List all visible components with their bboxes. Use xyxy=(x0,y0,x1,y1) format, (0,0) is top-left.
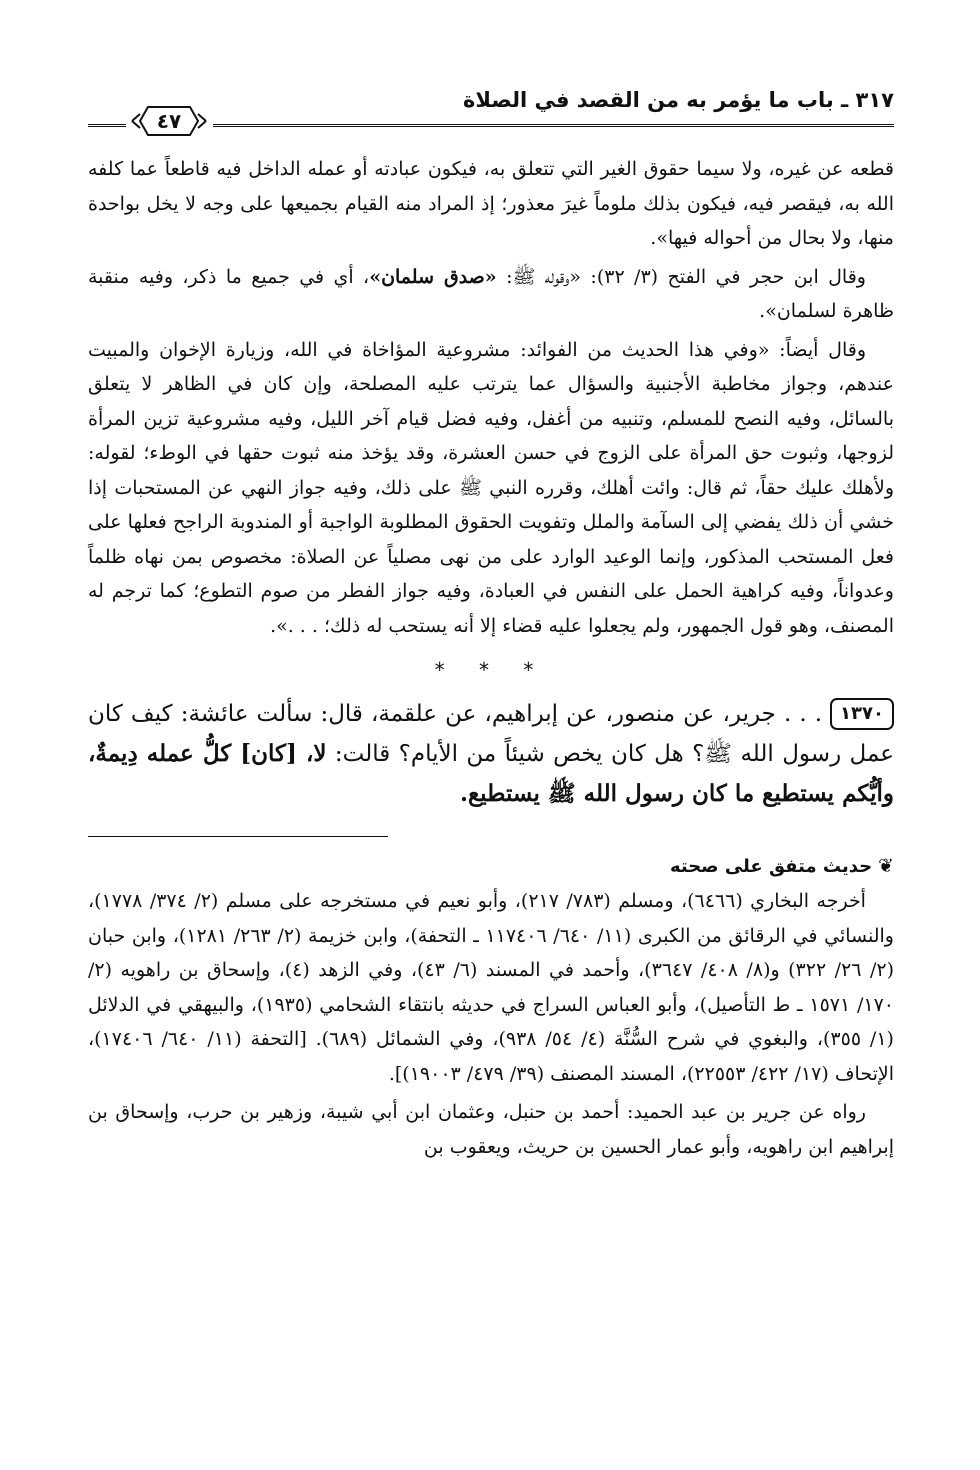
takhrij-paragraph-2: رواه عن جرير بن عبد الحميد: أحمد بن حنبل، وعثمان ابن أبي شيبة، وزهير بن حرب، وإسحاق بن إبراهيم ابن راهويه، وأبو عمار الحسين بن حريث، ويعقوب بن xyxy=(88,1101,894,1158)
paragraph-1: قطعه عن غيره، ولا سيما حقوق الغير التي تتعلق به، فيكون عبادته أو عمله الداخل فيه قاطعاً عما كلفه الله به، فيقصر فيه، فيكون بذلك ملوماً غيرَ معذور؛ إذ المراد منه القيام بجميعها على وجه لا يخل بواحدة منها، ولا بحال من أحواله فيها». xyxy=(88,158,894,249)
page-number-badge xyxy=(130,102,208,140)
page-number: ٤٧ xyxy=(156,109,182,133)
takhrij-heading xyxy=(88,849,894,885)
paragraph-2-start: وقال ابن حجر في الفتح (٣/ ٣٢): «وقوله ﷺ: xyxy=(496,265,866,288)
hadith-1370 xyxy=(88,694,894,814)
paragraph-2 xyxy=(88,260,894,329)
hadith-matn: لا، [كان] كلُّ عمله دِيمةٌ، وأيُّكم يستطيع ما كان رسول الله ﷺ يستطيع. xyxy=(88,739,894,807)
header-rule xyxy=(213,124,894,127)
section-divider-stars: * * * xyxy=(434,658,548,682)
flower-icon: ❦ xyxy=(878,854,894,877)
footnote-separator xyxy=(88,836,388,837)
quote-salman: «صدق سلمان» xyxy=(369,265,497,288)
main-text xyxy=(88,152,894,1164)
hadith-text: . . . جرير، عن منصور، عن إبراهيم، عن علقمة، قال: سألت عائشة: كيف كان عمل رسول الله ﷺ؟ هل كان يخص شيئاً من الأيام؟ قالت: xyxy=(88,700,895,767)
takhrij-paragraph-1: أخرجه البخاري (٦٤٦٦)، ومسلم (٧٨٣/ ٢١٧)، وأبو نعيم في مستخرجه على مسلم (٢/ ٣٧٤/ ١٧٧٨)، والنسائي في الرقائق من الكبرى (١١/ ٦٤٠/ ١١٧٤٠٦ ـ التحفة)، وابن خزيمة (٢/ ٢٦٣/ ١٢٨١)، وابن حبان (٢/ ٢٦/ ٣٢٢) و(٨/ ٤٠٨/ ٣٦٤٧)، وأحمد في المسند (٦/ ٤٣)، وفي الزهد (٤)، وإسحاق بن راهويه (٢/ ١٧٠/ ١٥٧١ ـ ط التأصيل)، وأبو العباس السراج في حديثه بانتقاء الشحامي (١٩٣٥)، والبيهقي في الدلائل (١/ ٣٥٥)، والبغوي في شرح السُّنَّة (٤/ ٥٤/ ٩٣٨)، وفي الشمائل (٦٨٩). [التحفة (١١/ ٦٤٠/ ١٧٤٠٦)، الإتحاف (١٧/ ٤٢٢/ ٢٢٥٥٣)، المسند المصنف (٣٩/ ٤٧٩/ ١٩٠٠٣)]. xyxy=(88,890,895,1085)
hadith-number: ١٣٧٠ xyxy=(830,698,894,730)
header-rule-left xyxy=(88,124,126,127)
running-title: ٣١٧ ـ باب ما يؤمر به من القصد في الصلاة xyxy=(463,88,894,112)
takhrij-title: حديث متفق على صحته xyxy=(669,855,873,877)
page-header xyxy=(88,88,894,140)
paragraph-2-end: ، أي في جميع ما ذكر، وفيه منقبة ظاهرة لسلمان». xyxy=(88,265,894,322)
paragraph-3: وقال أيضاً: «وفي هذا الحديث من الفوائد: مشروعية المؤاخاة في الله، وزيارة الإخوان والمبيت عندهم، وجواز مخاطبة الأجنبية والسؤال عما يترتب عليه المصلحة، وإن كان في الظاهر لا يتعلق بالسائل، وفيه النصح للمسلم، وتنبيه من أغفل، وفيه فضل قيام آخر الليل، وفيه مشروعية تزين المرأة لزوجها، وثبوت حق المرأة على الزوج في حسن العشرة، وقد يؤخذ منه ثبوت حقها في الوطء؛ لقوله: ولأهلك عليك حقاً، ثم قال: وائت أهلك، وقرره النبي ﷺ على ذلك، وفيه جواز النهي عن المستحبات إذا خشي أن ذلك يفضي إلى السآمة والملل وتفويت الحقوق المطلوبة الواجبة أو المندوبة الراجح فعلها على فعل المستحب المذكور، وإنما الوعيد الوارد على من نهى مصلياً عن الصلاة: مخصوص بمن نهاه ظلماً وعدواناً، وفيه كراهية الحمل على النفس في العبادة، وفيه جواز الفطر من صوم التطوع؛ كما ترجم له المصنف، وهو قول الجمهور، ولم يجعلوا عليه قضاء إلا أنه يستحب له ذلك؛ . . .». xyxy=(88,338,894,637)
